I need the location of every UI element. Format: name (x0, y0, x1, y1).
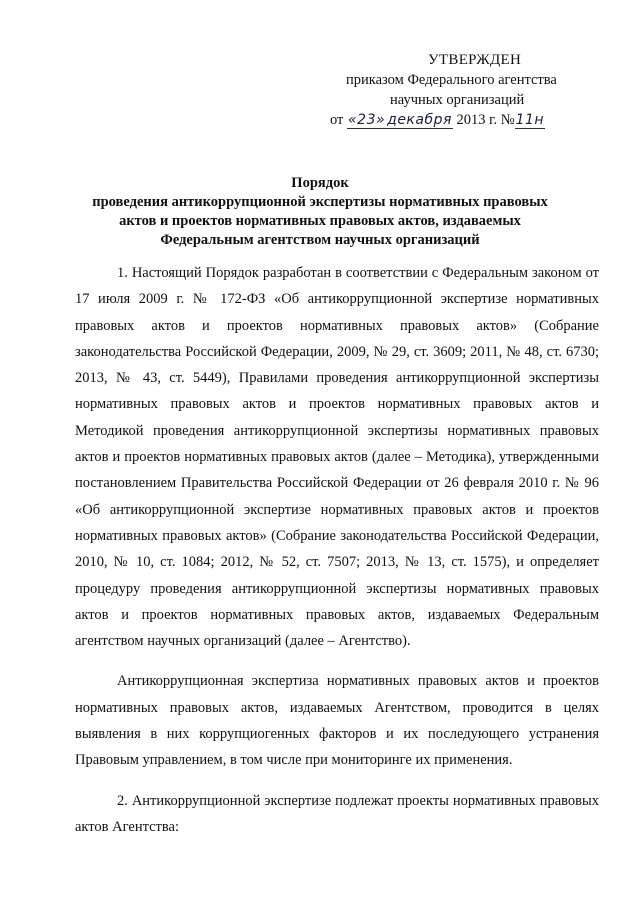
approval-from-prefix: от (330, 112, 344, 128)
approval-date-line (330, 112, 545, 129)
paragraph-3: 2. Антикоррупционной экспертизе подлежат проекты нормативных правовых актов Агентства: (75, 792, 599, 835)
document-body (75, 260, 599, 840)
approval-title: УТВЕРЖДЕН (428, 52, 522, 68)
approval-line-2: научных организаций (390, 92, 525, 108)
approval-year-number: 2013 г. № (456, 112, 515, 128)
heading-line-4: Федеральным агентством научных организаций (160, 232, 480, 248)
paragraph-1: 1. Настоящий Порядок разработан в соответствии с Федеральным законом от 17 июля 2009 г. № 172-ФЗ «Об антикоррупционной экспертизе нормативных правовых актов и проектов нормативных правовых актов» (Собрание законодательства Российской Федерации, 2009, № 29, ст. 3609; 2011, № 48, ст. 6730; 2013, № 43, ст. 5449), Правилами проведения антикоррупционной экспертизы нормативных правовых актов и проектов нормативных правовых актов и Методикой проведения антикоррупционной экспертизы нормативных правовых актов и проектов нормативных правовых актов (далее – Методика), утвержденными постановлением Правительства Российской Федерации от 26 февраля 2010 г. № 96 «Об антикоррупционной экспертизе нормативных правовых актов и проектов нормативных правовых актов» (Собрание законодательства Российской Федерации, 2010, № 10, ст. 1084; 2012, № 52, ст. 7507; 2013, № 13, ст. 1575), и определяет процедуру проведения антикоррупционной экспертизы нормативных правовых актов и проектов нормативных правовых актов, издаваемых Федеральным агентством научных организаций (далее – Агентство). (75, 265, 599, 650)
approval-line-1: приказом Федерального агентства (346, 72, 557, 88)
handwritten-day: «23» (348, 112, 386, 128)
handwritten-month: декабря (387, 112, 452, 128)
heading-line-3: актов и проектов нормативных правовых актов, издаваемых (119, 213, 521, 229)
handwritten-order-number: 11н (515, 112, 545, 128)
document-heading (70, 174, 570, 250)
paragraph-2: Антикоррупционная экспертиза нормативных правовых актов и проектов нормативных правовых актов, издаваемых Агентством, проводится в целях выявления в них коррупциогенных факторов и их последующего устранения Правовым управлением, в том числе при мониторинге их применения. (75, 673, 599, 769)
heading-line-1: Порядок (291, 175, 349, 191)
heading-line-2: проведения антикоррупционной экспертизы нормативных правовых (92, 194, 548, 210)
